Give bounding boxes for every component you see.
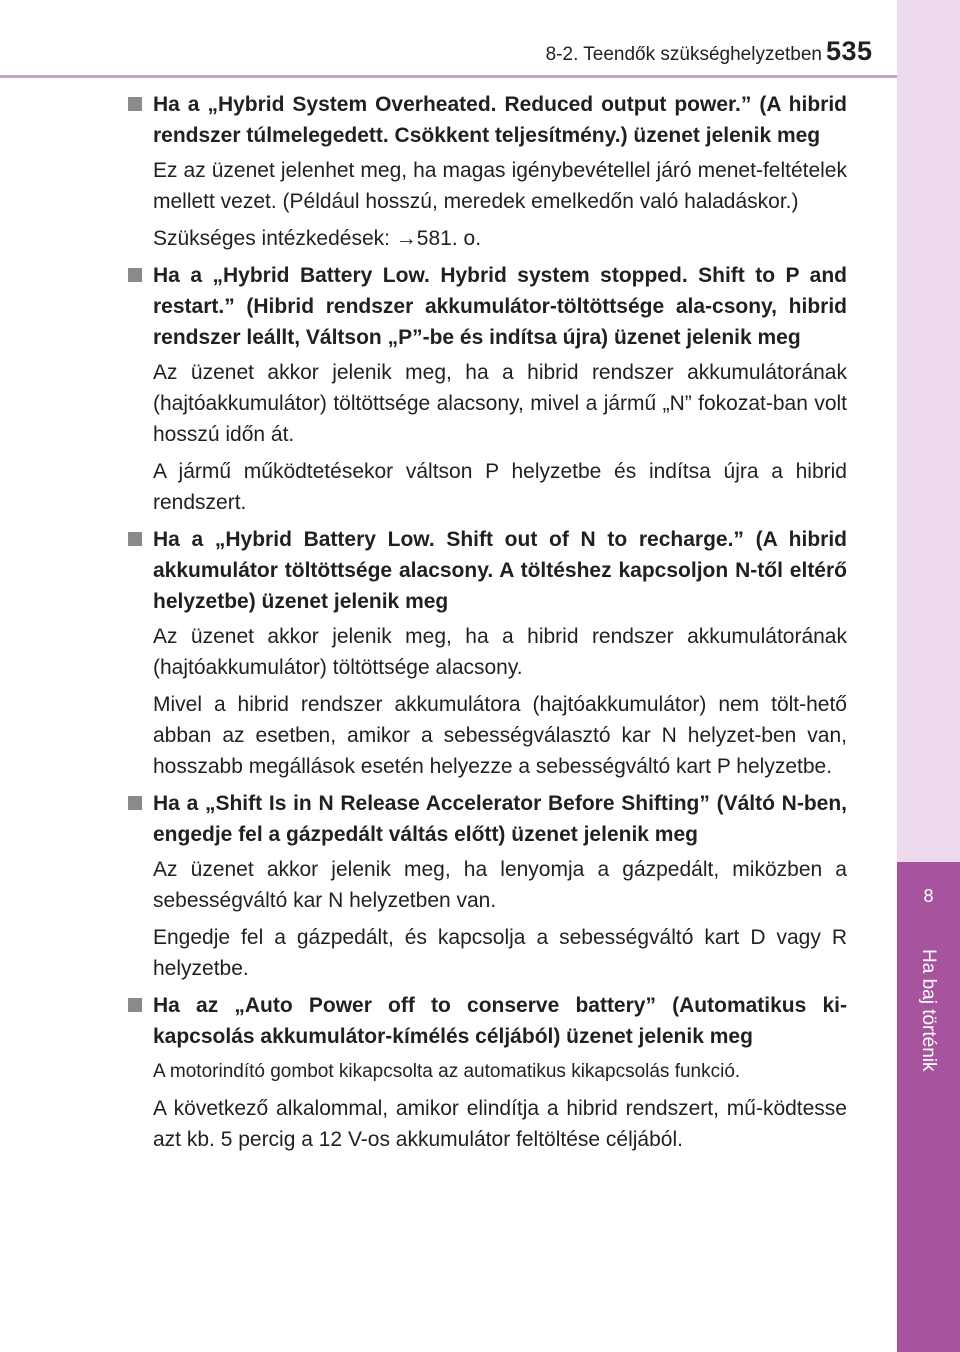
header-rule [0,75,897,78]
item-paragraph: Az üzenet akkor jelenik meg, ha lenyomja a gázpedált, miközben a sebességváltó kar N helyzetben van. [153,858,847,912]
side-tab-background [897,0,960,862]
square-bullet-icon [128,998,142,1012]
square-bullet-icon [128,796,142,810]
item-paragraph: Ez az üzenet jelenhet meg, ha magas igénybevétellel járó menet-feltételek mellett vezet. (Például hosszú, meredek emelkedőn való haladáskor.) [153,159,847,213]
section-title: 8-2. Teendők szükséghelyzetben [545,44,822,65]
item-paragraph: A jármű működtetésekor váltson P helyzetbe és indítsa újra a hibrid rendszert. [153,460,847,514]
item-paragraph: Szükséges intézkedések: →581. o. [153,227,482,250]
message-item [124,524,847,782]
chapter-number: 8 [923,886,934,906]
page-content [124,89,847,1161]
message-item [124,89,847,254]
item-heading: Ha a „Hybrid Battery Low. Hybrid system stopped. Shift to P and restart.” (Hibrid rendszer akkumulátor-töltöttsége ala-csony, hibrid rendszer leállt, Váltson „P”-be és indítsa újra) üzenet jelenik meg [153,264,847,349]
item-paragraph: A motorindító gombot kikapcsolta az automatikus kikapcsolás funkció. [153,1061,741,1082]
item-paragraph: Az üzenet akkor jelenik meg, ha a hibrid rendszer akkumulátorának (hajtóakkumulátor) töltöttsége alacsony. [153,625,847,679]
item-heading: Ha a „Hybrid System Overheated. Reduced output power.” (A hibrid rendszer túlmelegedett. Csökkent teljesítmény.) üzenet jelenik meg [153,93,847,147]
item-heading: Ha a „Hybrid Battery Low. Shift out of N to recharge.” (A hibrid akkumulátor töltöttsége alacsony. A töltéshez kapcsoljon N-től eltérő helyzetbe) üzenet jelenik meg [153,528,847,613]
square-bullet-icon [128,97,142,111]
item-paragraph: Engedje fel a gázpedált, és kapcsolja a sebességváltó kart D vagy R helyzetbe. [153,926,847,980]
message-item [124,260,847,518]
square-bullet-icon [128,532,142,546]
square-bullet-icon [128,268,142,282]
message-item [124,788,847,984]
item-heading: Ha az „Auto Power off to conserve battery” (Automatikus ki-kapcsolás akkumulátor-kímélés céljából) üzenet jelenik meg [153,994,847,1048]
item-heading: Ha a „Shift Is in N Release Accelerator Before Shifting” (Váltó N-ben, engedje fel a gázpedált váltás előtt) üzenet jelenik meg [153,792,847,846]
item-paragraph: A következő alkalommal, amikor elindítja a hibrid rendszert, mű-ködtesse azt kb. 5 percig a 12 V-os akkumulátor feltöltése céljából. [153,1097,847,1151]
page-number: 535 [826,36,873,66]
chapter-tab [897,862,960,1352]
item-paragraph: Mivel a hibrid rendszer akkumulátora (hajtóakkumulátor) nem tölt-hető abban az esetben, amikor a sebességválasztó kar N helyzet-ben van, hosszabb megállások esetén helyezze a sebességváltó kart P helyzetbe. [153,693,847,778]
message-item [124,990,847,1155]
chapter-title: Ha baj történik [918,949,939,1072]
item-paragraph: Az üzenet akkor jelenik meg, ha a hibrid rendszer akkumulátorának (hajtóakkumulátor) töltöttsége alacsony, mivel a jármű „N” fokozat-ban volt hosszú időn át. [153,361,847,446]
